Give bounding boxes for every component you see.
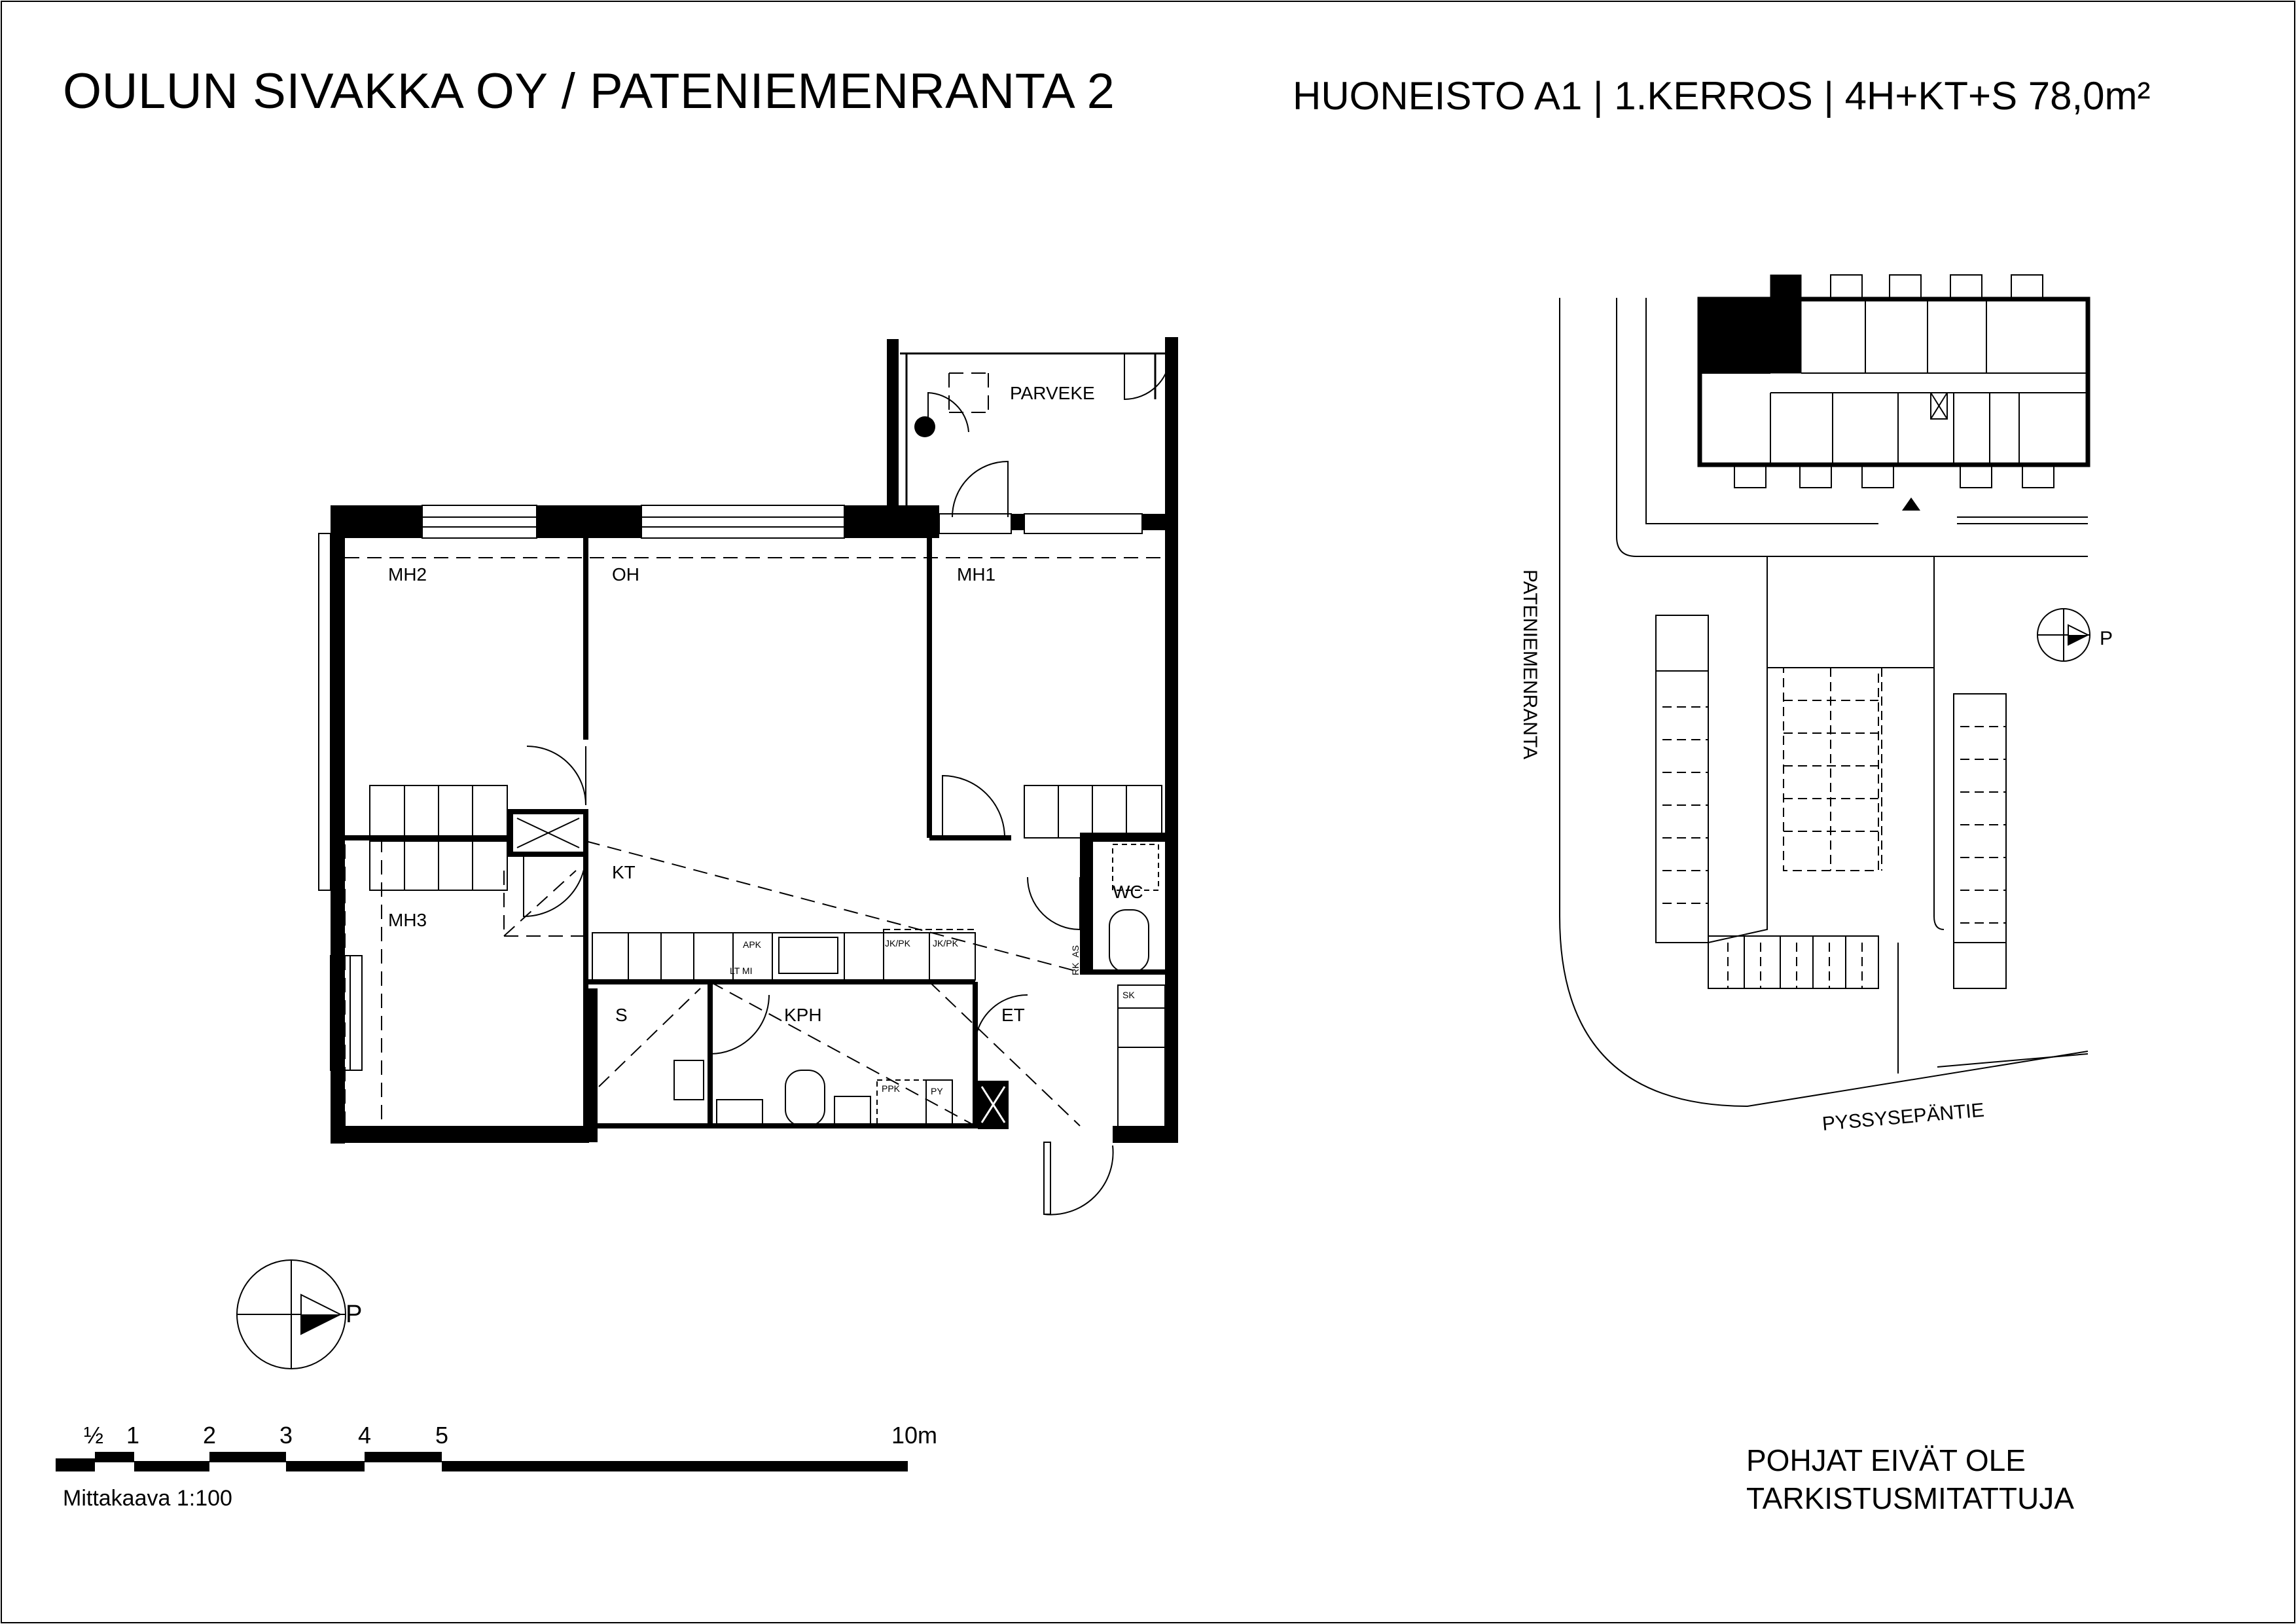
- site-roads: [1560, 298, 2088, 1106]
- north-label: P: [346, 1301, 363, 1328]
- street-label-pyssysepantie: PYSSYSEPÄNTIE: [1821, 1099, 1986, 1135]
- scale-tick-4: 4: [358, 1422, 372, 1449]
- room-label-mh3: MH3: [388, 910, 427, 930]
- label-lt-mi: LT MI: [730, 965, 753, 976]
- scale-tick-10m: 10m: [891, 1422, 938, 1449]
- site-north-label: P: [2100, 628, 2113, 649]
- note-line-1: POHJAT EIVÄT OLE: [1746, 1443, 2026, 1477]
- room-label-et: ET: [1001, 1005, 1025, 1025]
- site-parking-dashed: [1662, 668, 2006, 988]
- site-entrance-marker: [1902, 497, 1920, 511]
- label-py: PY: [931, 1086, 943, 1096]
- scale-tick-half: ½: [84, 1422, 104, 1449]
- room-label-kt: KT: [612, 862, 636, 882]
- site-building: [1700, 275, 2088, 488]
- room-label-mh1: MH1: [957, 564, 996, 585]
- label-ppk: PPK: [882, 1083, 901, 1094]
- scale-tick-2: 2: [203, 1422, 217, 1449]
- label-apk: APK: [743, 939, 762, 950]
- note-line-2: TARKISTUSMITATTUJA: [1746, 1481, 2074, 1515]
- label-rk-as: RK_AS: [1070, 945, 1081, 975]
- site-north-arrow: [2037, 609, 2090, 661]
- street-label-pateniemenranta: PATENIEMENRANTA: [1519, 569, 1541, 760]
- room-label-parveke: PARVEKE: [1010, 383, 1095, 403]
- label-jkpk-1: JK/PK: [885, 938, 910, 948]
- label-sk: SK: [1122, 990, 1135, 1000]
- scale-tick-1: 1: [126, 1422, 140, 1449]
- room-label-mh2: MH2: [388, 564, 427, 585]
- room-label-kph: KPH: [784, 1005, 822, 1025]
- scale-label: Mittakaava 1:100: [63, 1486, 232, 1511]
- project-title: OULUN SIVAKKA OY / PATENIEMENRANTA 2: [63, 63, 1115, 119]
- room-label-s: S: [615, 1005, 628, 1025]
- apartment-info: HUONEISTO A1 | 1.KERROS | 4H+KT+S 78,0m²: [1293, 74, 2151, 118]
- label-jkpk-2: JK/PK: [933, 938, 958, 948]
- room-label-oh: OH: [612, 564, 639, 585]
- scale-tick-5: 5: [435, 1422, 449, 1449]
- scale-tick-3: 3: [279, 1422, 293, 1449]
- room-label-wc: WC: [1113, 882, 1143, 902]
